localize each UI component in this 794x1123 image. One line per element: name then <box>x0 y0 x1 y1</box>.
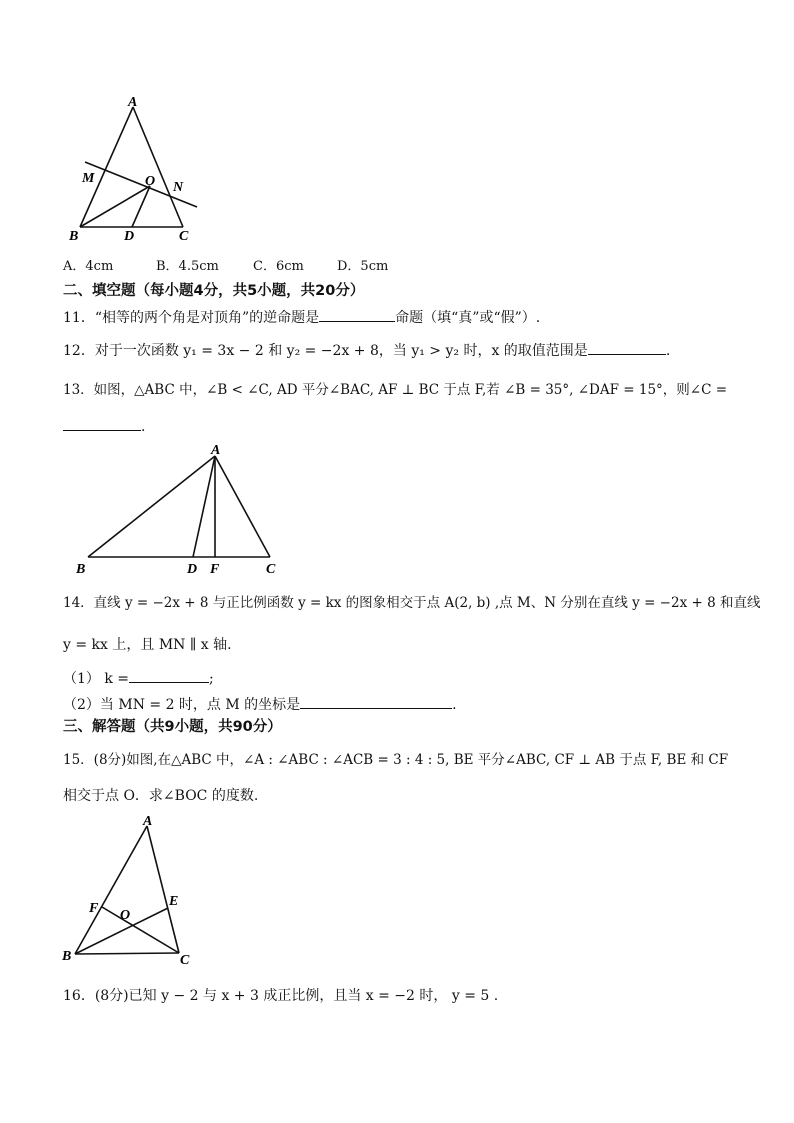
label-c: C <box>266 562 276 577</box>
q12-text-end: . <box>665 343 671 359</box>
q11-answer-blank[interactable] <box>319 307 395 322</box>
q12-answer-blank[interactable] <box>588 340 666 355</box>
question-12 <box>63 340 670 360</box>
figure-triangle-mon <box>60 90 220 250</box>
segment-cf <box>102 907 179 953</box>
q14-2-answer-blank[interactable] <box>300 694 452 709</box>
q14-1-text: （1） k = <box>63 671 130 687</box>
label-b: B <box>76 562 86 577</box>
segment-ab <box>80 107 133 227</box>
label-a: A <box>128 95 138 110</box>
q12-text: 12．对于一次函数 y₁ = 3x − 2 和 y₂ = −2x + 8，当 y₁ > y₂ 时，x 的取值范围是 <box>63 343 588 359</box>
segment-bc <box>75 953 179 954</box>
q13-text-end: . <box>141 419 146 435</box>
segment-ac <box>215 456 270 557</box>
label-e: E <box>169 894 179 909</box>
label-m: M <box>82 171 95 186</box>
option-c: C．6cm <box>253 259 304 274</box>
q11-text-end: 命题（填“真”或“假”）. <box>395 310 541 326</box>
q14-2-text: （2）当 MN = 2 时，点 M 的坐标是 <box>63 697 301 713</box>
option-d: D．5cm <box>337 259 389 274</box>
question-14: 14．直线 y = −2x + 8 与正比例函数 y = kx 的图象相交于点 A(2, b) ,点 M、N 分别在直线 y = −2x + 8 和直线 <box>63 595 761 611</box>
figure-triangle-abc-q13 <box>70 440 290 580</box>
label-b: B <box>69 229 79 244</box>
label-n: N <box>173 180 184 195</box>
question-14-line2: y = kx 上，且 MN ∥ x 轴. <box>63 637 232 653</box>
segment-bo <box>80 186 150 227</box>
segment-ac <box>147 826 179 953</box>
question-13-answer <box>63 416 145 436</box>
label-b: B <box>62 949 72 964</box>
label-d: D <box>124 229 135 244</box>
option-a: A．4cm <box>63 259 114 274</box>
question-15-line2: 相交于点 O．求∠BOC 的度数. <box>63 788 259 804</box>
q14-2-text-end: . <box>452 697 457 713</box>
label-a: A <box>211 443 221 458</box>
question-14-part1 <box>63 668 214 688</box>
label-f: F <box>210 562 220 577</box>
question-16: 16．(8分)已知 y − 2 与 x + 3 成正比例，且当 x = −2 时， y = 5 . <box>63 988 499 1004</box>
q14-1-answer-blank[interactable] <box>129 668 209 683</box>
section-2-heading: 二、填空题（每小题4分，共5小题，共20分） <box>63 283 365 299</box>
question-14-part2 <box>63 694 457 714</box>
q14-1-text-end: ; <box>209 671 214 687</box>
question-15: 15．(8分)如图,在△ABC 中，∠A : ∠ABC : ∠ACB = 3 : 4 : 5, BE 平分∠ABC, CF ⊥ AB 于点 F, BE 和 CF <box>63 752 729 768</box>
label-d: D <box>187 562 198 577</box>
segment-ab <box>75 826 147 954</box>
figure-triangle-abc-q15 <box>55 812 205 972</box>
label-o: O <box>145 174 156 189</box>
label-f: F <box>89 901 99 916</box>
label-c: C <box>179 229 189 244</box>
section-3-heading: 三、解答题（共9小题，共90分） <box>63 719 282 735</box>
q13-answer-blank[interactable] <box>63 416 141 431</box>
option-b: B．4.5cm <box>156 259 219 274</box>
label-c: C <box>180 953 190 968</box>
q11-text: 11．“相等的两个角是对顶角”的逆命题是 <box>63 310 320 326</box>
question-11 <box>63 307 540 327</box>
label-o: O <box>120 908 131 923</box>
question-13: 13．如图，△ABC 中，∠B < ∠C, AD 平分∠BAC, AF ⊥ BC 于点 F,若 ∠B = 35°, ∠DAF = 15°，则∠C = <box>63 382 728 398</box>
label-a: A <box>143 814 153 829</box>
